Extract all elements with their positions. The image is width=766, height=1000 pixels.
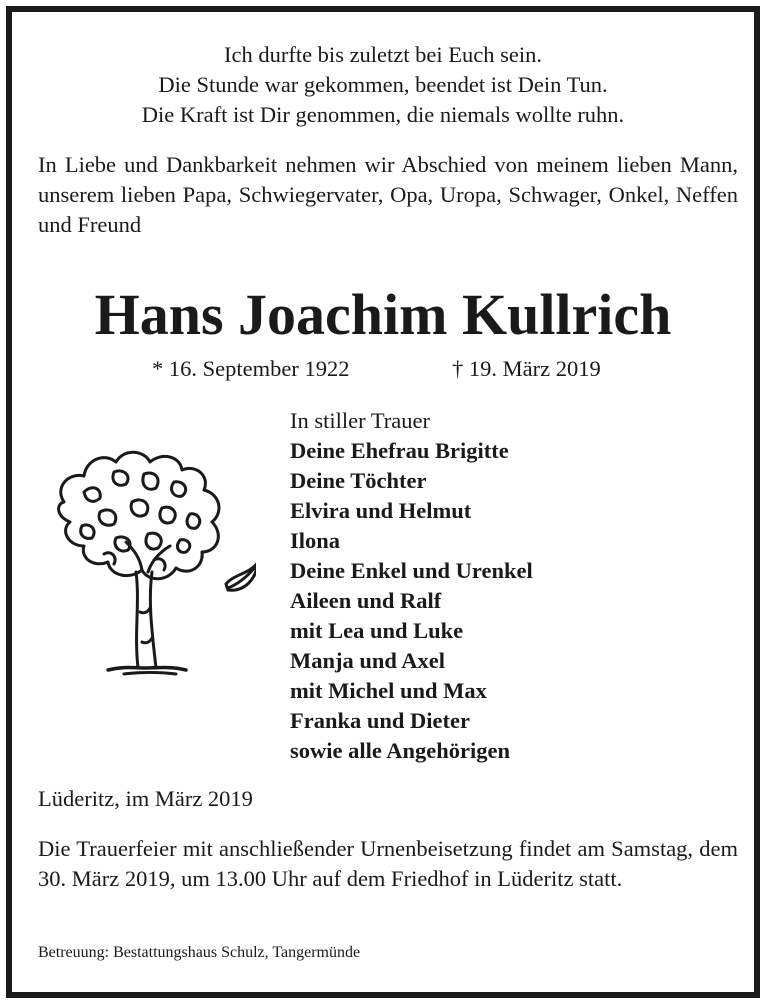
poem xyxy=(12,40,754,130)
death-date: † 19. März 2019 xyxy=(452,356,601,381)
mourner-line: mit Michel und Max xyxy=(290,678,487,703)
mourner-line: Manja und Axel xyxy=(290,648,446,673)
mourner-line: Deine Ehefrau Brigitte xyxy=(290,438,509,463)
tree-icon xyxy=(44,442,256,682)
birth-date: * 16. September 1922 xyxy=(152,356,350,381)
obituary-card xyxy=(6,6,760,998)
intro-text: In Liebe und Dankbarkeit nehmen wir Abschied von meinem lieben Mann, unserem lieben Papa, Schwiegervater, Opa, Uropa, Schwager, Onkel, Neffen und Freund xyxy=(38,152,738,237)
falling-leaf-icon xyxy=(226,562,256,590)
funeral-home-credit: Betreuung: Bestattungshaus Schulz, Tangermünde xyxy=(38,944,361,961)
service-info: Die Trauerfeier mit anschließender Urnenbeisetzung findet am Samstag, dem 30. März 2019, um 13.00 Uhr auf dem Friedhof in Lüderitz statt. xyxy=(38,836,738,891)
mourner-line: Deine Töchter xyxy=(290,468,427,493)
mourner-line: Deine Enkel und Urenkel xyxy=(290,558,533,583)
mourner-line: sowie alle Angehörigen xyxy=(290,738,510,763)
place-date: Lüderitz, im März 2019 xyxy=(38,786,253,811)
mourner-line: Franka und Dieter xyxy=(290,708,470,733)
mourners-list xyxy=(290,406,533,766)
poem-line: Die Kraft ist Dir genommen, die niemals wollte ruhn. xyxy=(141,102,625,127)
mourner-line: Ilona xyxy=(290,528,341,553)
mourners-heading: In stiller Trauer xyxy=(290,408,430,433)
poem-line: Ich durfte bis zuletzt bei Euch sein. xyxy=(223,42,542,67)
mourner-line: Aileen und Ralf xyxy=(290,588,442,613)
mourner-line: mit Lea und Luke xyxy=(290,618,464,643)
poem-line: Die Stunde war gekommen, beendet ist Dein Tun. xyxy=(158,72,608,97)
deceased-name: Hans Joachim Kullrich xyxy=(94,282,672,347)
mourner-line: Elvira und Helmut xyxy=(290,498,472,523)
